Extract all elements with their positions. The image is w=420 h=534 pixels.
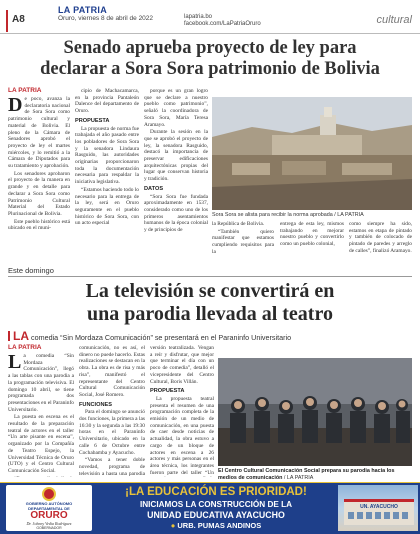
- article2-col3-p2: La propuesta teatral presenta el resumen de una programación completa de la emisión de un medio de comunicación, en una puesta de caer desde noticias de actualidad, la obra estuvo a cargo de un bloque de actores en escena a 26 actores y más personas en el área técnica, los integrantes fueron parte del taller “Un: [150, 395, 214, 476]
- ad-top-rule: [0, 482, 420, 483]
- article1-dropcap: D: [8, 96, 23, 116]
- ad-line3: UNIDAD EDUCATIVA AYACUCHO: [147, 510, 285, 520]
- article1-col2-p1: cipio de Machacamarca, en la provincia Pantaleón Dalence del departamento de Oruro.: [75, 88, 139, 115]
- theater-group-photo: [218, 358, 412, 466]
- article2-col1-p2: La puesta en escena es el resultado de la preparación teatral de actores en el taller “Un arte pisante en escena”, organizado por la Compañía de Teatro Espejo, la Universidad Técnica de Oruro (UTO) y el Centro Cultural Comunicación Social.: [8, 414, 74, 474]
- article1-headline: [0, 38, 420, 80]
- article2-subhead-funciones: FUNCIONES: [79, 401, 112, 408]
- article1-caption-text: Sora Sora se alista para recibir la norma aprobada: [212, 212, 333, 218]
- facebook-url: facebook.com/LaPatriaOruro: [184, 21, 261, 27]
- article1-col4-p1: la República de Bolivia.: [212, 221, 265, 227]
- school-windows: [348, 512, 408, 519]
- article2-column-2: [79, 345, 145, 477]
- article1-column-1: [8, 96, 70, 264]
- website-url: lapatria.bo: [184, 14, 213, 20]
- article2-byline: LA PATRIA: [8, 344, 42, 351]
- edition-date: Oruro, viernes 8 de abril de 2022: [58, 15, 154, 22]
- page-header: [0, 0, 420, 34]
- article2-label: Este domingo: [8, 266, 54, 275]
- article2-title-line2: una parodia llevada al teatro: [87, 303, 333, 325]
- article2-lede: [8, 329, 412, 343]
- article1-col2-p2: La propuesta de norma fue trabajada el año pasado entre los pobladores de Sora Sora y la senadora Lindaura Rasguido, las autoridades originarias proporcionaron toda la documentación necesaria para respaldar la iniciativa legislativa.: [75, 125, 139, 186]
- article2-subhead-propuesta: PROPUESTA: [150, 388, 185, 395]
- section-name: cultural: [376, 14, 412, 26]
- article1-subhead-propuesta: PROPUESTA: [75, 117, 110, 124]
- article2-caption-credit: / LA PATRIA: [283, 474, 314, 481]
- article2-lede-la: LA: [13, 329, 29, 343]
- article2-col2-p1: comunicación, no es así, el dinero no puede hacerlo. Estas realizaciones se destacan en la obra. La obra es de risa y más risa”, manifestó el representante del Centro Cultural Comunicación Social, José Romero.: [79, 345, 145, 398]
- article2-col2-p3: “Vamos a tener doble novedad, programa de televisión a hasta una parodia: [79, 457, 145, 477]
- article1-col3-p3: “Sora Sora fue fundada aproximadamente en 1537, considerado como uno de los primeros asentamientos humanos de la época colonial y de principios de: [144, 193, 208, 234]
- sora-sora-photo: [212, 97, 412, 210]
- article1-column-3: [144, 88, 208, 264]
- location-pin-icon: ●: [170, 521, 176, 530]
- page-number-bar: [6, 10, 8, 32]
- government-logo: [6, 485, 92, 531]
- article1-subhead-datos: DATOS: [144, 185, 164, 192]
- school-rendering: [338, 485, 418, 531]
- ad-line2: INICIAMOS LA CONSTRUCCIÓN DE LA: [139, 500, 293, 509]
- school-sign: UN. AYACUCHO: [360, 504, 398, 510]
- ad-line4-wrap: [98, 521, 334, 530]
- logo-line1: GOBIERNO AUTÓNOMO: [25, 501, 73, 506]
- article1-photo-caption: [212, 212, 412, 219]
- article1-col1-p3: Este pueblo histórico está ubicado en el muni-: [8, 218, 70, 232]
- article2-col2-p2: Para el domingo se anunció dos funciones, la primera a las 16:30 y la segunda a las 19:30 horas en el Paraninfo Universitario, ubicado en la calle 6 de Octubre entre Cochabamba y Ayacucho.: [79, 409, 145, 456]
- logo-line2: DEPARTAMENTAL DE: [28, 506, 70, 511]
- article2-lede-text: comedia “Sin Mordaza Comunicación” se presentará en el Paraninfo Universitario: [31, 333, 292, 342]
- article2-col3-p1: versión teatralizada. Vengan a reír y disfrutar, que mejor que terminar el día con un poco de comedia”, detalló el vicepresidente del Centro Cultural, Boris Villán.: [150, 345, 214, 385]
- article1-col5-p1: entrega de esta ley, mismos trabajando en mejorar nuestro pueblo y convertirlo como un pueblo colonial,: [280, 221, 344, 248]
- article1-title-line2: declarar a Sora Sora patrimonio de Bolivia: [40, 59, 380, 79]
- sora-sora-illustration: [212, 97, 412, 210]
- ad-headline: ¡LA EDUCACIÓN ES PRIORIDAD!: [125, 486, 307, 498]
- theater-group-illustration: [218, 358, 412, 466]
- ad-line4: URB. PUMAS ANDINOS: [177, 521, 262, 530]
- newspaper-brand: LA PATRIA: [58, 5, 108, 15]
- article1-column-6: [349, 221, 412, 265]
- article2-column-3: [150, 345, 214, 477]
- article1-caption-credit: / LA PATRIA: [334, 212, 364, 218]
- article1-col3-p2: Durante la sesión en la que se aprobó el proyecto de ley, la senadora Rasguido, destacó la importancia de preservar edificaciones arquitectónicas propias del lugar que conservan historia y tradición.: [144, 129, 208, 183]
- article2-caption-text: El Centro Cultural Comunicación Social prepara su parodia hacia los medios de comunicación: [218, 468, 395, 481]
- website-links: [184, 14, 261, 28]
- governor-title: GOBERNADOR: [36, 526, 62, 530]
- article1-col2-p3: “Estamos haciendo todo lo necesario para la entrega de la ley, será en Oruro seguramente en el pueblo histórico de Sora Sora, con un acto especial: [75, 186, 139, 227]
- article2-photo-caption: [218, 468, 412, 481]
- page-number: A8: [12, 14, 25, 25]
- logo-oruro: ORURO: [30, 510, 68, 521]
- article1-col1-p1: e poco, avanza la declaratoria nacional de Sora Sora como patrimonio cultural y material de Bolivia. El pleno de la Cámara de Senadores aprobó el proyecto de ley el martes miércoles, y lo remitió a la Cámara de Diputados para su tratamiento y aprobación.: [8, 96, 70, 170]
- article1-col4-p2: “También quiero manifestar que estamos cumpliendo requisitos para la: [212, 228, 274, 255]
- article1-byline: LA PATRIA: [8, 87, 42, 94]
- article2-col1-p1: a comedia “Sin Mordaza Comunicación”, llegó a las tablas con una parodia a la programación televisiva. El domingo 10 abril, se tiene programada dos presentaciones en el Paraninfo Universitario.: [8, 353, 74, 413]
- section-divider: [8, 276, 412, 277]
- article2-col1-p3: [8, 476, 74, 477]
- article2-headline: [0, 280, 420, 326]
- article2-column-1: [8, 353, 74, 477]
- lede-accent-bar: [8, 331, 10, 341]
- governor-signature: Dr. Johnny Vedia Rodríguez: [26, 521, 72, 526]
- article1-title-line1: Senado aprueba proyecto de ley para: [63, 38, 357, 58]
- ad-banner: [0, 482, 420, 534]
- article1-col6-p1: como siempre ha sido, estamos en etapa de pintado y también de colocado de pintado de paredes y arreglo de calles”, finalizó Aramayo.: [349, 221, 412, 254]
- article2-dropcap: L: [8, 353, 22, 373]
- article1-col1-p2: Los senadores aprobaron el proyecto de la manera en grande y en detalle para declarar a Sora Sora como Patrimonio Cultural Material del Estado Plurinacional de Bolivia.: [8, 170, 70, 217]
- article1-col3-p1: porque es un gran logro que se declare a nuestro pueblo como patrimonio”, señaló la coordinadora de Sora Sora, María Teresa Aramayo.: [144, 88, 208, 128]
- article2-title-line1: La televisión se convertirá en: [85, 280, 335, 302]
- article1-column-4: [212, 221, 274, 265]
- article1-column-5: [280, 221, 344, 265]
- shield-icon: [42, 487, 56, 501]
- article1-column-2: [75, 88, 139, 264]
